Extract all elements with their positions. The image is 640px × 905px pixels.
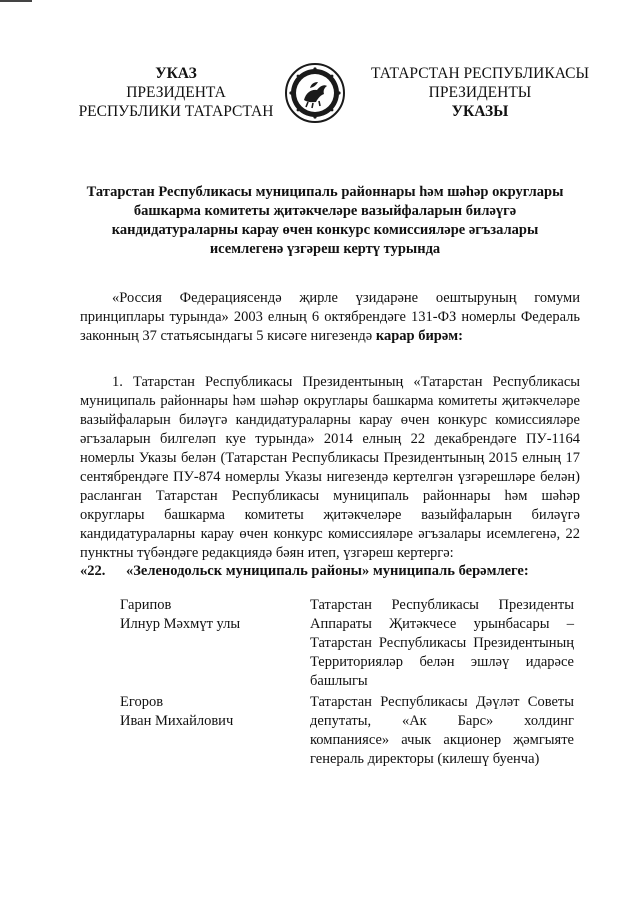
tatarstan-emblem-icon [284,62,346,124]
header-republic-ru: РЕСПУБЛИКИ ТАТАРСТАН [78,103,274,120]
document-header [0,62,640,152]
member-name [120,596,280,634]
header-president-tt: ПРЕЗИДЕНТЫ [428,84,532,101]
header-decree-word-ru: УКАЗ [155,65,197,82]
preamble-emphasis: карар бирәм: [375,328,464,344]
member-name [120,693,280,731]
title-line: Татарстан Республикасы муниципаль районнары һәм шәһәр округлары [86,184,564,200]
member-given-name: Илнур Мәхмүт улы [120,616,241,632]
header-tatar [362,64,598,121]
item-22-number: «22. [80,563,106,579]
header-decree-word-tt: УКАЗЫ [451,103,509,120]
clause-1-paragraph: 1. Татарстан Республикасы Президентының «Татарстан Республикасы муниципаль районнары һәм шәһәр округлары башкарма комитеты җитәкчеләре вазыйфаларын биләүгә кандидатураларны карау өчен конкурс комиссияләре әгъзаларын билгеләп куе турында» 2014 елның 22 декабрендәге ПУ-1164 номерлы Указы белән (Татарстан Республикасы Президентының 2015 елның 17 сентябрендәге ПУ-874 номерлы Указы нигезендә кертелгән үзгәрешләре белән) расланган Татарстан Республикасы муниципаль районнары һәм шәһәр округлары башкарма комитеты җитәкчеләре вазыйфаларын биләүгә кандидатураларны карау өчен конкурс комиссияләре әгъзалары исемлегенә, 22 пунктны түбәндәге редакциядә бәян итеп, үзгәреш кертергә: [80,374,580,561]
item-22-text: «Зеленодольск муниципаль районы» муниципаль берәмлеге: [126,563,529,579]
preamble-paragraph [80,289,580,346]
title-line: исемлегенә үзгәреш кертү турында [209,241,441,257]
document-title [60,183,590,259]
header-russian [70,64,282,121]
title-line: кандидатураларны карау өчен конкурс комиссияләре әгъзалары [111,222,539,238]
member-position: Татарстан Республикасы Дәүләт Советы депутаты, «Ак Барс» холдинг компаниясе» ачык акционер җәмгыяте генераль директоры (килешү буенча) [310,694,574,767]
member-surname: Егоров [120,694,164,710]
header-president-ru: ПРЕЗИДЕНТА [126,84,226,101]
member-given-name: Иван Михайлович [120,713,234,729]
member-surname: Гарипов [120,597,172,613]
header-republic-tt: ТАТАРСТАН РЕСПУБЛИКАСЫ [371,65,589,82]
title-line: башкарма комитеты җитәкчеләре вазыйфаларын биләүгә [133,203,517,219]
member-position: Татарстан Республикасы Президенты Аппараты Җитәкчесе урынбасары – Татарстан Республикасы Президентының Территорияләр белән эшләү идарәсе башлыгы [310,597,574,689]
preamble-text: «Россия Федерациясендә җирле үзидарәне оештыруның гомуми принциплары турында» 2003 елның 6 октябрендәге 131-ФЗ номерлы Федераль законның 37 статьясындагы 5 кисәге нигезендә [80,290,580,344]
corner-mark [0,0,40,3]
